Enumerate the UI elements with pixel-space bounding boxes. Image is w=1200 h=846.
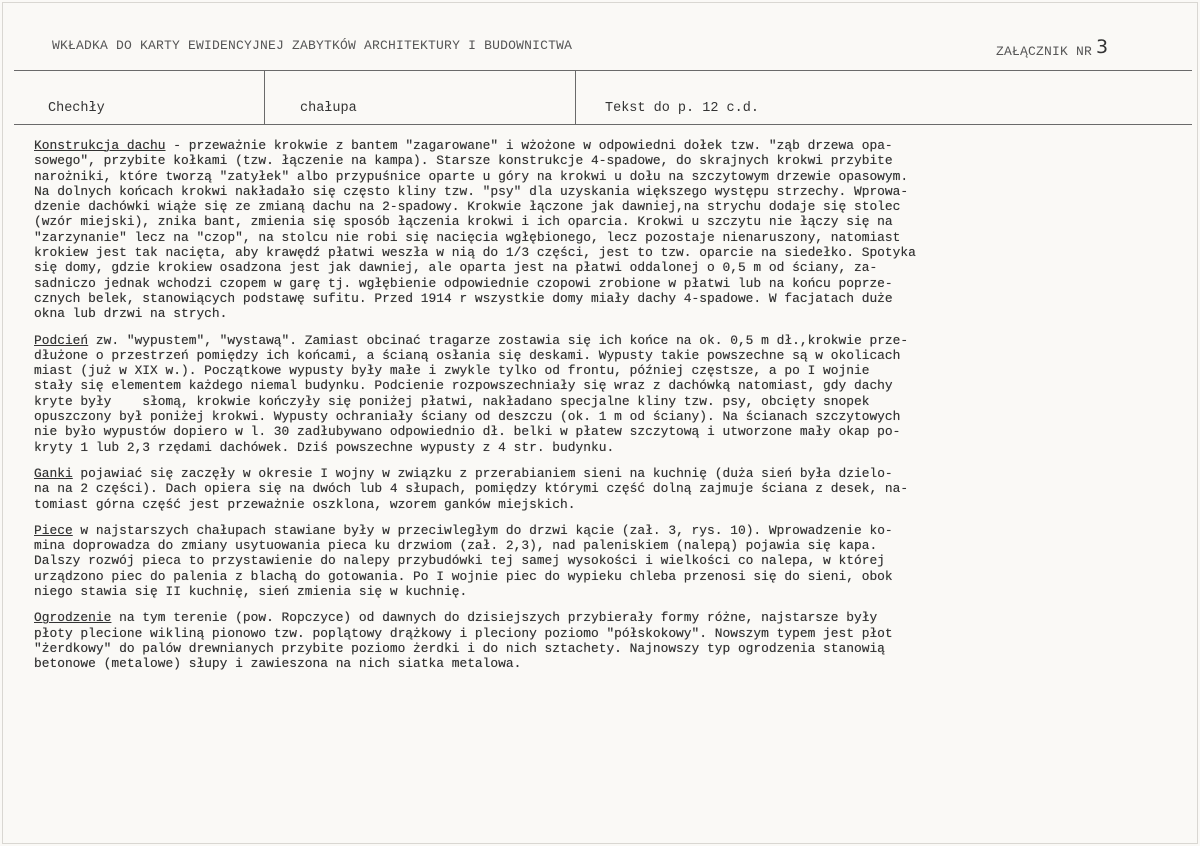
line-text: pojawiać się zaczęły w okresie I wojny w związku z przerabianiem sieni na kuchnię (duża sień była dzielo- xyxy=(72,465,893,481)
section-paragraph xyxy=(34,523,1184,599)
text-line xyxy=(34,497,1184,512)
text-line xyxy=(34,169,1184,184)
text-line xyxy=(34,333,1184,348)
text-line xyxy=(34,348,1184,363)
text-line xyxy=(34,138,1184,153)
text-line xyxy=(34,214,1184,229)
line-text: (wzór miejski), znika bant, zmienia się sposób łączenia krokwi i ich oparcia. Krokwi u szczytu nie łączy się na xyxy=(34,214,893,230)
column-divider-1 xyxy=(264,70,265,124)
text-line xyxy=(34,153,1184,168)
line-text: się domy, gdzie krokiew osadzona jest jak dawniej, ale oparta jest na płatwi oddalonej o 0,5 m od ściany, za- xyxy=(34,260,878,276)
line-text: "żerdkowy" do palów drewnianych przybite poziomo żerdki i do nich sztachety. Najnowszy typ ogrodzenia stanowią xyxy=(34,640,885,656)
section-paragraph xyxy=(34,466,1184,512)
text-line xyxy=(34,245,1184,260)
section-paragraph xyxy=(34,138,1184,322)
text-line xyxy=(34,409,1184,424)
text-line xyxy=(34,626,1184,641)
line-text: okna lub drzwi na strych. xyxy=(34,306,228,322)
line-text: tomiast górna część jest przeważnie oszklona, wzorem ganków miejskich. xyxy=(34,496,576,512)
text-line xyxy=(34,641,1184,656)
text-line xyxy=(34,466,1184,481)
line-text: zw. "wypustem", "wystawą". Zamiast obcinać tragarze zostawia się ich końce na ok. 0,5 m dł.,krokwie prze- xyxy=(88,332,909,348)
line-text: opuszczony był poniżej krokwi. Wypusty ochraniały ściany od deszczu (ok. 1 m od ściany). Na ścianach szczytowych xyxy=(34,409,901,425)
text-line xyxy=(34,230,1184,245)
line-text: nie było wypustów dopiero w l. 30 zadłubywano odpowiednio dł. belki w płatew szczytową i utworzone mały okap po- xyxy=(34,424,901,440)
text-line xyxy=(34,306,1184,321)
line-text: cznych belek, stanowiących podstawę sufitu. Przed 1914 r wszystkie domy miały dachy 4-spadowe. W facjatach duże xyxy=(34,290,893,306)
text-line xyxy=(34,378,1184,393)
line-text: "zarzynanie" lecz na "czop", na stolcu nie robi się nacięcia wgłębionego, lecz pozostaje nienaruszony, natomiast xyxy=(34,229,901,245)
line-text: na tym terenie (pow. Ropczyce) od dawnych do dzisiejszych przybierały formy różne, najstarsze były xyxy=(111,610,878,626)
line-text: kryte były słomą, krokwie kończyły się poniżej płatwi, nakładano specjalne kliny tzw. psy, obcięty snopek xyxy=(34,393,870,409)
line-text: Dalszy rozwój pieca to przystawienie do nalepy przybudówki tej samej wysokości i wielkości co nalepa, w której xyxy=(34,553,885,569)
line-text: narożniki, które tworzą "zatyłek" albo przypuśnice oparte u góry na krokwi u dołu na szczytowym drzewie opasowym. xyxy=(34,168,909,184)
text-line xyxy=(34,610,1184,625)
text-line xyxy=(34,260,1184,275)
line-text: sowego", przybite kołkami (tzw. łączenie na kampa). Starsze konstrukcje 4-spadowe, do skrajnych krokwi przybite xyxy=(34,153,893,169)
annex-number: 3 xyxy=(1096,36,1109,58)
text-line xyxy=(34,199,1184,214)
header-rule-bottom xyxy=(14,124,1192,125)
object-type: chałupa xyxy=(300,101,357,116)
line-text: niego stawia się II kuchnię, sień zmienia się w kuchnię. xyxy=(34,584,468,600)
text-line xyxy=(34,184,1184,199)
annex-label-group xyxy=(996,38,1108,60)
section-heading: Konstrukcja dachu xyxy=(34,138,166,153)
section-paragraph xyxy=(34,333,1184,455)
text-line xyxy=(34,523,1184,538)
line-text: betonowe (metalowe) słupy i zawieszona na nich siatka metalowa. xyxy=(34,656,522,672)
annex-label: ZAŁĄCZNIK NR xyxy=(996,44,1093,59)
text-line xyxy=(34,569,1184,584)
text-line xyxy=(34,440,1184,455)
line-text: miast (już w XIX w.). Początkowe wypusty były małe i zwykle tylko od frontu, później częstsze, a po I wojnie xyxy=(34,363,870,379)
text-line xyxy=(34,553,1184,568)
section-heading: Piece xyxy=(34,522,73,538)
section-heading: Podcień xyxy=(34,332,89,348)
text-line xyxy=(34,481,1184,496)
line-text: urządzono piec do palenia z blachą do gotowania. Po I wojnie piec do wypieku chleba przenosi się do sieni, obok xyxy=(34,568,893,584)
document-body xyxy=(34,138,1184,683)
text-line xyxy=(34,584,1184,599)
text-line xyxy=(34,363,1184,378)
text-line xyxy=(34,394,1184,409)
form-title: WKŁADKA DO KARTY EWIDENCYJNEJ ZABYTKÓW ARCHITEKTURY I BUDOWNICTWA xyxy=(52,38,573,53)
line-text: na na 2 części). Dach opiera się na dwóch lub 4 słupach, pomiędzy którymi część dolną zajmuje ściana z desek, na- xyxy=(34,481,909,497)
line-text: sadniczo jednak wchodzi czopem w garę tj. wgłębienie odpowiednie czopowi zrobione w płatwi lub na końcu poprze- xyxy=(34,275,893,291)
line-text: dzenie dachówki wiąże się ze zmianą dachu na 2-spadowy. Krokwie łączone jak dawniej,na strychu dodaje się stolec xyxy=(34,199,901,215)
section-heading: Ganki xyxy=(34,465,73,481)
line-text: Na dolnych końcach krokwi nakładało się często kliny tzw. "psy" dla uzyskania większego występu strzechy. Wprowa- xyxy=(34,183,909,199)
line-text: stały się elementem każdego niemal budynku. Podcienie rozpowszechniały się wraz z dachówką natomiast, gdy dachy xyxy=(34,378,893,394)
text-line xyxy=(34,424,1184,439)
line-text: - przeważnie krokwie z bantem "zagarowane" i wżożone w odpowiedni dołek tzw. "ząb drzewa opa- xyxy=(165,138,893,153)
section-heading: Ogrodzenie xyxy=(34,610,112,626)
place-name: Chechły xyxy=(48,101,105,116)
line-text: w najstarszych chałupach stawiane były w przeciwległym do drzwi kącie (zał. 3, rys. 10). Wprowadzenie ko- xyxy=(72,522,893,538)
text-reference: Tekst do p. 12 c.d. xyxy=(605,101,759,116)
text-line xyxy=(34,656,1184,671)
section-paragraph xyxy=(34,610,1184,671)
line-text: krokiew jest tak nacięta, aby krawędź płatwi weszła w nią do 1/3 części, jest to tzw. oparcie na siedełko. Spotyka xyxy=(34,245,916,261)
column-divider-2 xyxy=(575,70,576,124)
line-text: dłużone o przestrzeń pomiędzy ich końcami, a ścianą osłania się deskami. Wypusty takie powszechne są w okolicach xyxy=(34,347,901,363)
line-text: płoty plecione wikliną pionowo tzw. poplątowy drążkowy i pleciony poziomo "półskokowy". Nowszym typem jest płot xyxy=(34,625,893,641)
text-line xyxy=(34,538,1184,553)
line-text: kryty 1 lub 2,3 rzędami dachówek. Dziś powszechne wypusty z 4 str. budynku. xyxy=(34,439,615,455)
text-line xyxy=(34,276,1184,291)
line-text: mina doprowadza do zmiany usytuowania pieca ku drzwiom (zał. 2,3), nad paleniskiem (nalepą) pojawia się kapa. xyxy=(34,538,878,554)
header-rule-top xyxy=(14,70,1192,71)
text-line xyxy=(34,291,1184,306)
